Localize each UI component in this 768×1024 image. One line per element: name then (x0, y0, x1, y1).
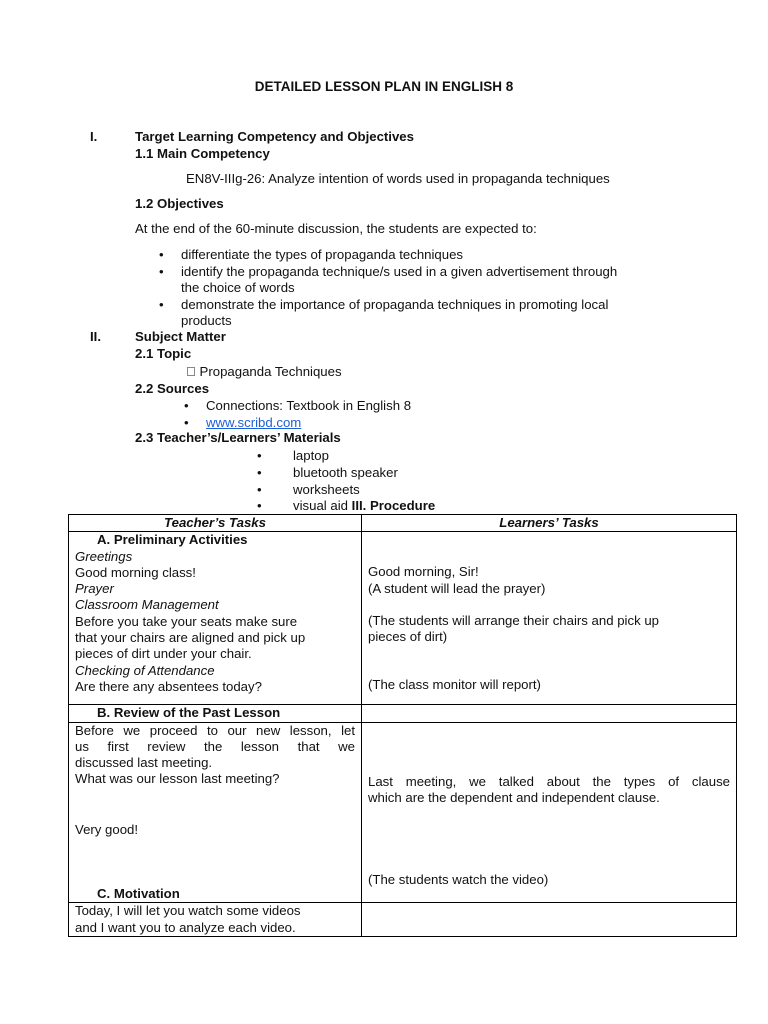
objective-item: • differentiate the types of propaganda techniques (159, 247, 464, 262)
bullet: • (159, 263, 164, 279)
bullet: • (257, 481, 262, 497)
objectives-intro: At the end of the 60-minute discussion, the students are expected to: (135, 221, 537, 236)
table-row-review-heading (69, 705, 737, 722)
source-item: • Connections: Textbook in English 8 (184, 398, 412, 413)
materials-list (257, 448, 436, 515)
bullet: • (257, 498, 262, 514)
table-row-motivation (69, 903, 737, 937)
source-link-item (184, 414, 411, 432)
main-competency-text: EN8V-IIIg-26: Analyze intention of words used in propaganda techniques (186, 171, 610, 186)
objectives-heading: 1.2 Objectives (135, 196, 224, 211)
teacher-cell-review: Before we proceed to our new lesson, let us first review the lesson that we discussed last meeting. What was our lesson last meeting? Very good! C. Motivation (69, 722, 362, 903)
objective-item-continued: products (181, 313, 232, 328)
scribd-link[interactable]: www.scribd.com (206, 414, 302, 430)
preliminary-heading: A. Preliminary Activities (97, 532, 248, 548)
bullet: • (257, 464, 262, 480)
topic-heading: 2.1 Topic (135, 346, 192, 361)
section-1-heading: Target Learning Competency and Objectives (135, 129, 414, 144)
section-1-numeral: I. (90, 129, 98, 144)
bullet: • (184, 398, 189, 413)
bullet: • (184, 414, 189, 430)
table-row-review (69, 722, 737, 903)
objective-item: • demonstrate the importance of propaganda techniques in promoting local (159, 296, 609, 312)
materials-heading: 2.3 Teacher’s/Learners’ Materials (135, 430, 341, 445)
bullet: • (159, 296, 164, 312)
bullet: • (257, 448, 262, 463)
learner-cell-review: Last meeting, we talked about the types of clause which are the dependent and independent clause. (The students watch the video) (362, 722, 737, 903)
objective-item-continued: the choice of words (181, 280, 295, 295)
learner-cell-review-heading (362, 705, 737, 722)
section-2-heading: Subject Matter (135, 329, 226, 344)
learner-cell-motivation (362, 903, 737, 937)
sources-list (184, 398, 412, 431)
material-item: • bluetooth speaker (257, 464, 398, 480)
table-row-preliminary (69, 532, 737, 705)
management-label: Classroom Management (75, 597, 219, 613)
procedure-heading: III. Procedure (351, 498, 436, 514)
sources-heading: 2.2 Sources (135, 381, 210, 396)
main-competency-heading: 1.1 Main Competency (135, 146, 270, 161)
motivation-heading: C. Motivation (97, 886, 180, 902)
material-item: • laptop (257, 448, 329, 463)
material-item: • visual aid III. Procedure (257, 498, 436, 514)
bullet: • (159, 247, 164, 262)
learner-cell-preliminary: Good morning, Sir! (A student will lead the prayer) (The students will arrange their chairs and pick up pieces of dirt) (The class monitor will report) (362, 532, 737, 705)
review-heading: B. Review of the Past Lesson (97, 705, 281, 721)
material-item: • worksheets (257, 481, 360, 497)
objectives-list (159, 247, 618, 330)
teacher-cell-motivation: Today, I will let you watch some videos and I want you to analyze each video. (69, 903, 362, 937)
learner-tasks-header: Learners’ Tasks (362, 515, 737, 532)
objective-item: • identify the propaganda technique/s used in a given advertisement through (159, 263, 618, 279)
prayer-label: Prayer (75, 581, 114, 597)
attendance-label: Checking of Attendance (75, 662, 215, 678)
document-title: DETAILED LESSON PLAN IN ENGLISH 8 (254, 79, 514, 94)
table-header-row (69, 515, 737, 532)
teacher-cell-preliminary: A. Preliminary Activities Greetings Good morning class! Prayer Classroom Management Before you take your seats make sure that your chairs are aligned and pick up pieces of dirt under your chair. Checking of Attendance Are there any absentees today? (69, 532, 362, 705)
section-2-numeral: II. (90, 329, 101, 344)
topic-text: Propaganda Techniques (186, 364, 329, 379)
procedure-table (68, 514, 737, 937)
greetings-label: Greetings (75, 548, 133, 564)
teacher-tasks-header: Teacher’s Tasks (69, 515, 362, 532)
teacher-cell-review-heading (69, 705, 362, 722)
